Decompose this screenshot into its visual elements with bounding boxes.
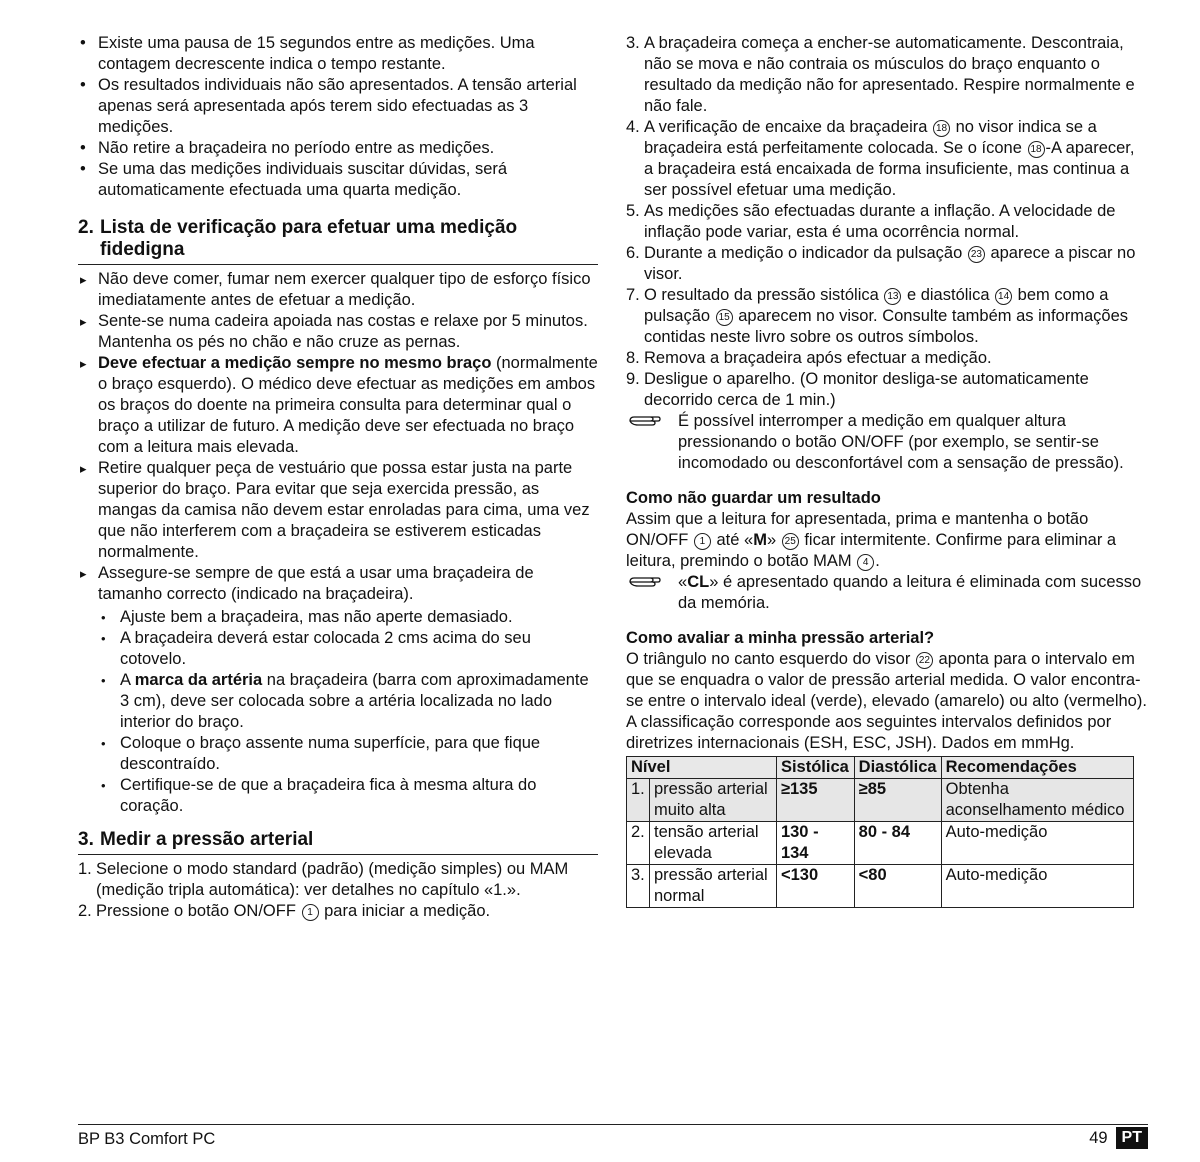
checklist-item: ▸ Não deve comer, fumar nem exercer qualquer tipo de esforço físico imediatamente antes de efetuar a medição. <box>78 269 598 311</box>
sub-item: • A marca da artéria na braçadeira (barra com aproximadamente 3 cm), deve ser colocada sobre a artéria localizada no lado interior do braço. <box>98 670 598 733</box>
classification-table <box>626 756 1134 908</box>
ref-marker: 18 <box>1028 141 1045 158</box>
table-cell: 80 - 84 <box>854 822 941 865</box>
table-cell: tensão arterial elevada <box>650 822 777 865</box>
list-item: • Existe uma pausa de 15 segundos entre as medições. Uma contagem decrescente indica o tempo restante. <box>78 33 598 75</box>
checklist-item: ▸ Sente-se numa cadeira apoiada nas costas e relaxe por 5 minutos. Mantenha os pés no chão e não cruze as pernas. <box>78 311 598 353</box>
sub-item: • A braçadeira deverá estar colocada 2 cms acima do seu cotovelo. <box>98 628 598 670</box>
footer-model: BP B3 Comfort PC <box>78 1130 216 1148</box>
table-cell: 3. <box>627 865 650 908</box>
table-cell: pressão arterial normal <box>650 865 777 908</box>
ref-marker: 23 <box>968 246 985 263</box>
table-cell: <80 <box>854 865 941 908</box>
steps-list-left <box>78 859 598 922</box>
ref-marker: 1 <box>694 533 711 550</box>
table-cell: 1. <box>627 779 650 822</box>
table-cell: Auto-medição <box>941 865 1133 908</box>
ref-marker: 22 <box>916 652 933 669</box>
step-item: 9. Desligue o aparelho. (O monitor desliga-se automaticamente decorrido cerca de 1 min.) <box>626 370 1089 409</box>
left-column <box>78 33 598 922</box>
note-cl: «CL» é apresentado quando a leitura é eliminada com sucesso da memória. <box>626 572 1148 614</box>
section-number: 2. <box>78 217 94 238</box>
step-item: 1. Selecione o modo standard (padrão) (medição simples) ou MAM (medição tripla automática): ver detalhes no capítulo «1.». <box>78 860 569 899</box>
checklist-item: ▸ Deve efectuar a medição sempre no mesmo braço (normalmente o braço esquerdo). O médico deve efectuar as medições em ambos os braços do doente na primeira consulta para determinar qual o braço a utilizar de futuro. A medição deve ser efectuada no braço com a leitura mais elevada. <box>78 353 598 458</box>
step-item: 7. O resultado da pressão sistólica 13 e diastólica 14 bem como a pulsação 15 aparecem no visor. Consulte também as informações contidas neste livro sobre os outros símbolos. <box>626 286 1128 346</box>
pointing-hand-icon <box>628 573 662 591</box>
table-cell: Auto-medição <box>941 822 1133 865</box>
sub-item: • Certifique-se de que a braçadeira fica à mesma altura do coração. <box>98 775 598 817</box>
page-number: 49 <box>1089 1128 1108 1147</box>
list-item: • Os resultados individuais não são apresentados. A tensão arterial apenas será apresentada após terem sido efectuadas as 3 medições. <box>78 75 598 138</box>
step-item: 5. As medições são efectuadas durante a inflação. A velocidade de inflação pode variar, esta é uma ocorrência normal. <box>626 202 1116 241</box>
ref-marker: 25 <box>782 533 799 550</box>
section-title: Lista de verificação para efetuar uma medição fidedigna <box>100 217 518 260</box>
checklist <box>78 269 598 817</box>
steps-list-right <box>626 33 1148 411</box>
mam-notes-list <box>78 33 598 201</box>
heading-evaluate: Como avaliar a minha pressão arterial? <box>626 629 935 647</box>
section-number: 3. <box>78 829 94 850</box>
table-row <box>627 779 1134 822</box>
section-title: Medir a pressão arterial <box>100 829 314 850</box>
section-2-heading <box>78 217 598 265</box>
list-item: • Não retire a braçadeira no período entre as medições. <box>78 138 598 159</box>
column-header: Sistólica <box>776 757 854 779</box>
checklist-item: ▸ Assegure-se sempre de que está a usar uma braçadeira de tamanho correcto (indicado na braçadeira). • Ajuste bem a braçadeira, mas não aperte demasiado. • A braçadeira deverá estar colocada 2 cms acima do seu cotovelo. • A marca da artéria na braçadeira (barra com aproximadamente 3 cm), deve ser colocada sobre a artéria localizada no lado interior do braço. • Coloque o braço assente numa superfície, para que fique descontraído. • Certifique-se de que a braçadeira fica à mesma altura do coração. <box>78 563 598 817</box>
footer-divider <box>78 1124 1148 1125</box>
table-cell: 2. <box>627 822 650 865</box>
right-column <box>626 33 1148 908</box>
footer-page-info <box>1089 1127 1148 1149</box>
step-item: 6. Durante a medição o indicador da pulsação 23 aparece a piscar no visor. <box>626 244 1136 283</box>
checklist-item: ▸ Retire qualquer peça de vestuário que possa estar justa na parte superior do braço. Para evitar que seja exercida pressão, as mangas da camisa não devem estar enroladas para cima, uma vez que não interferem com a braçadeira se estiverem esticadas normalmente. <box>78 458 598 563</box>
language-badge: PT <box>1116 1127 1148 1149</box>
section-3-heading <box>78 829 598 855</box>
paragraph-not-save: Assim que a leitura for apresentada, prima e mantenha o botão ON/OFF 1 até «M» 25 ficar intermitente. Confirme para eliminar a leitura, premindo o botão MAM 4 . <box>626 510 1117 570</box>
column-header: Nível <box>627 757 777 779</box>
heading-not-save: Como não guardar um resultado <box>626 489 881 507</box>
ref-marker: 14 <box>995 288 1012 305</box>
ref-marker: 18 <box>933 120 950 137</box>
paragraph-evaluate: O triângulo no canto esquerdo do visor 22 aponta para o intervalo em que se enquadra o valor de pressão arterial medida. O valor encontra-se entre o intervalo ideal (verde), elevado (amarelo) ou alto (vermelho). A classificação corresponde aos seguintes intervalos definidos por diretrizes internacionais (ESH, ESC, JSH). Dados em mmHg. <box>626 650 1147 752</box>
sub-item: • Ajuste bem a braçadeira, mas não aperte demasiado. <box>98 607 598 628</box>
note-interrupt: É possível interromper a medição em qualquer altura pressionando o botão ON/OFF (por exemplo, se sentir-se incomodado ou desconfortável com a sensação de pressão). <box>626 411 1148 474</box>
table-cell: ≥135 <box>776 779 854 822</box>
ref-marker: 4 <box>857 554 874 571</box>
table-cell: pressão arterial muito alta <box>650 779 777 822</box>
pointing-hand-icon <box>628 412 662 430</box>
step-item: 2. Pressione o botão ON/OFF 1 para iniciar a medição. <box>78 902 491 920</box>
cuff-sublist <box>98 607 598 817</box>
table-header-row <box>627 757 1134 779</box>
table-cell: 130 - 134 <box>776 822 854 865</box>
step-item: 3. A braçadeira começa a encher-se automaticamente. Descontraia, não se mova e não contraia os músculos do braço enquanto o resultado da medição não for apresentado. Respire normalmente e não fale. <box>626 34 1135 115</box>
column-header: Diastólica <box>854 757 941 779</box>
column-header: Recomendações <box>941 757 1133 779</box>
step-item: 4. A verificação de encaixe da braçadeira 18 no visor indica se a braçadeira está perfeitamente colocada. Se o ícone 18 -A aparecer, a braçadeira está encaixada de forma insuficiente, mas continua a ser possível efetuar uma medição. <box>626 118 1135 199</box>
ref-marker: 15 <box>716 309 733 326</box>
table-cell: Obtenha aconselhamento médico <box>941 779 1133 822</box>
table-cell: ≥85 <box>854 779 941 822</box>
sub-item: • Coloque o braço assente numa superfície, para que fique descontraído. <box>98 733 598 775</box>
ref-marker: 13 <box>884 288 901 305</box>
list-item: • Se uma das medições individuais suscitar dúvidas, será automaticamente efectuada uma quarta medição. <box>78 159 598 201</box>
table-row <box>627 822 1134 865</box>
ref-marker: 1 <box>302 904 319 921</box>
emphasis: marca da artéria <box>134 671 263 689</box>
emphasis: Deve efectuar a medição sempre no mesmo braço <box>98 354 492 372</box>
table-cell: <130 <box>776 865 854 908</box>
step-item: 8. Remova a braçadeira após efectuar a medição. <box>626 349 992 367</box>
table-row <box>627 865 1134 908</box>
